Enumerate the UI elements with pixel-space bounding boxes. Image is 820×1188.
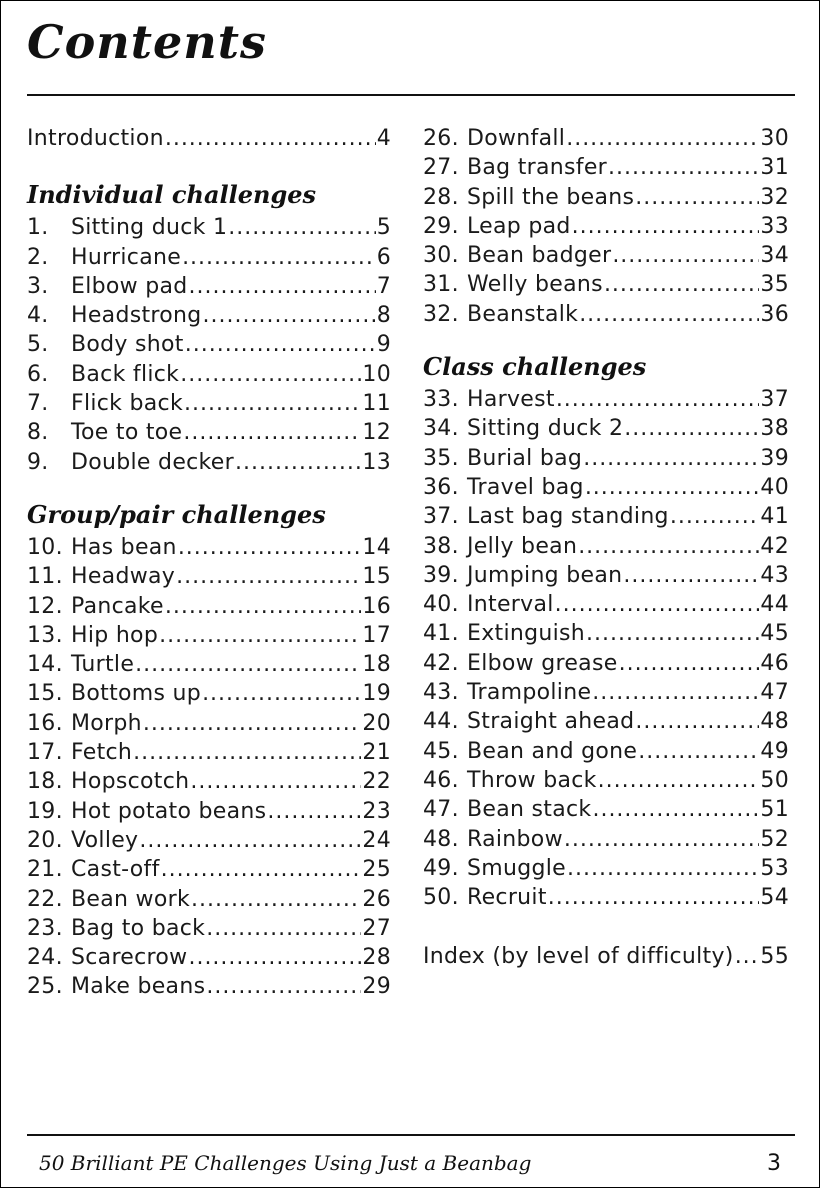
entry-number: 16. — [27, 710, 63, 736]
toc-entry[interactable] — [27, 243, 391, 272]
entry-page-number: 14 — [362, 534, 391, 560]
dot-leader — [143, 709, 361, 738]
dot-leader — [579, 300, 759, 329]
entry-label: Jelly bean — [467, 533, 578, 559]
entry-number: 39. — [423, 562, 459, 588]
toc-entry[interactable] — [27, 418, 391, 447]
entry-number: 28. — [423, 184, 459, 210]
dot-leader — [180, 360, 361, 389]
group-challenges-list-continued — [423, 124, 789, 329]
entry-number: 8. — [27, 420, 49, 446]
dot-leader — [188, 943, 361, 972]
entry-page-number: 20 — [362, 710, 391, 736]
entry-page-number: 24 — [362, 827, 391, 853]
entry-page-number: 25 — [362, 857, 391, 883]
entry-label: Pancake — [71, 593, 164, 619]
toc-entry[interactable] — [27, 330, 391, 359]
entry-page-number: 21 — [362, 740, 391, 766]
entry-page-number: 22 — [362, 769, 391, 795]
section-heading-individual: Individual challenges — [27, 180, 317, 210]
dot-leader — [182, 243, 376, 272]
entry-page-number: 32 — [760, 184, 789, 210]
entry-page-number: 26 — [362, 886, 391, 912]
entry-number: 30. — [423, 243, 459, 269]
dot-leader — [598, 766, 760, 795]
entry-number: 25. — [27, 974, 63, 1000]
entry-page-number: 13 — [362, 449, 391, 475]
entry-page-number: 48 — [760, 709, 789, 735]
entry-number: 3. — [27, 273, 49, 299]
entry-page-number: 30 — [760, 126, 789, 151]
entry-number: 29. — [423, 213, 459, 239]
toc-entry[interactable] — [27, 709, 391, 738]
toc-entry[interactable] — [27, 914, 391, 943]
entry-label: Scarecrow — [71, 945, 188, 971]
entry-page-number: 18 — [362, 652, 391, 678]
entry-page-number: 55 — [760, 944, 789, 970]
dot-leader — [583, 444, 759, 473]
toc-entry[interactable] — [27, 272, 391, 301]
toc-entry[interactable] — [27, 213, 391, 242]
toc-entry[interactable] — [27, 855, 391, 884]
toc-entry[interactable] — [423, 883, 789, 912]
class-challenges-list — [423, 385, 789, 912]
entry-number: 37. — [423, 504, 459, 530]
entry-label: Flick back — [71, 391, 183, 417]
entry-page-number: 40 — [760, 474, 789, 500]
toc-entry[interactable] — [423, 473, 789, 502]
dot-leader — [139, 826, 361, 855]
dot-leader — [592, 678, 759, 707]
toc-entry[interactable] — [423, 766, 789, 795]
entry-page-number: 27 — [362, 915, 391, 941]
entry-page-number: 4 — [376, 126, 391, 151]
dot-leader — [566, 124, 759, 153]
dot-leader — [184, 389, 361, 418]
entry-label: Elbow grease — [467, 650, 618, 676]
entry-number: 27. — [423, 155, 459, 181]
entry-label: Index (by level of difficulty) — [423, 944, 734, 970]
entry-label: Body shot — [71, 332, 184, 358]
entry-number: 4. — [27, 303, 49, 329]
entry-number: 9. — [27, 449, 49, 475]
entry-label: Cast-off — [71, 857, 160, 883]
entry-label: Last bag standing — [467, 504, 669, 530]
entry-page-number: 12 — [362, 420, 391, 446]
entry-number: 15. — [27, 681, 63, 707]
entry-page-number: 7 — [376, 273, 391, 299]
entry-label: Trampoline — [467, 680, 592, 706]
entry-label: Rainbow — [467, 826, 563, 852]
dot-leader — [638, 737, 759, 766]
entry-page-number: 10 — [362, 361, 391, 387]
toc-entry[interactable] — [423, 825, 789, 854]
dot-leader — [165, 592, 362, 621]
entry-page-number: 53 — [760, 855, 789, 881]
entry-number: 1. — [27, 215, 49, 241]
dot-leader — [185, 330, 376, 359]
toc-entry[interactable] — [423, 649, 789, 678]
entry-label: Bean work — [71, 886, 190, 912]
dot-leader — [564, 825, 760, 854]
dot-leader — [635, 183, 759, 212]
entry-page-number: 15 — [362, 564, 391, 590]
toc-entry[interactable] — [27, 943, 391, 972]
entry-label: Hopscotch — [71, 769, 190, 795]
dot-leader — [572, 212, 760, 241]
entry-page-number: 41 — [760, 504, 789, 530]
entry-label: Travel bag — [467, 474, 584, 500]
bottom-rule — [27, 1134, 795, 1136]
entry-number: 12. — [27, 593, 63, 619]
entry-page-number: 49 — [760, 738, 789, 764]
entry-label: Sitting duck 2 — [467, 416, 624, 442]
entry-number: 47. — [423, 797, 459, 823]
entry-number: 40. — [423, 592, 459, 618]
entry-number: 41. — [423, 621, 459, 647]
entry-page-number: 43 — [760, 562, 789, 588]
entry-page-number: 38 — [760, 416, 789, 442]
toc-entry[interactable] — [27, 592, 391, 621]
entry-label: Throw back — [467, 767, 597, 793]
toc-entry[interactable] — [27, 972, 391, 1001]
entry-page-number: 31 — [760, 155, 789, 181]
entry-page-number: 44 — [760, 592, 789, 618]
toc-entry[interactable] — [27, 650, 391, 679]
entry-label: Bag transfer — [467, 155, 608, 181]
entry-number: 26. — [423, 126, 459, 151]
entry-page-number: 11 — [362, 391, 391, 417]
entry-number: 19. — [27, 798, 63, 824]
dot-leader — [635, 707, 759, 736]
dot-leader — [604, 270, 759, 299]
dot-leader — [176, 562, 361, 591]
entry-page-number: 8 — [376, 303, 391, 329]
entry-label: Hip hop — [71, 622, 159, 648]
entry-label: Beanstalk — [467, 301, 579, 327]
entry-number: 24. — [27, 945, 63, 971]
entry-label: Harvest — [467, 387, 555, 413]
entry-number: 23. — [27, 915, 63, 941]
entry-number: 44. — [423, 709, 459, 735]
dot-leader — [183, 418, 361, 447]
group-challenges-list — [27, 533, 391, 1002]
entry-page-number: 46 — [760, 650, 789, 676]
entry-number: 50. — [423, 885, 459, 911]
entry-number: 49. — [423, 855, 459, 881]
dot-leader — [190, 767, 361, 796]
entry-label: Headway — [71, 564, 176, 590]
toc-entry[interactable] — [423, 270, 789, 299]
dot-leader — [585, 473, 760, 502]
dot-leader — [623, 561, 759, 590]
entry-label: Introduction — [27, 126, 164, 151]
dot-leader — [624, 414, 759, 443]
entry-label: Toe to toe — [71, 420, 183, 446]
entry-page-number: 6 — [376, 244, 391, 270]
entry-number: 43. — [423, 680, 459, 706]
toc-entry[interactable] — [27, 679, 391, 708]
dot-leader — [161, 855, 362, 884]
dot-leader — [202, 679, 361, 708]
entry-page-number: 19 — [362, 681, 391, 707]
entry-number: 5. — [27, 332, 49, 358]
entry-label: Interval — [467, 592, 554, 618]
toc-entry[interactable] — [27, 797, 391, 826]
dot-leader — [578, 532, 759, 561]
individual-challenges-list — [27, 213, 391, 477]
toc-entry[interactable] — [423, 183, 789, 212]
entry-number: 34. — [423, 416, 459, 442]
entry-label: Smuggle — [467, 855, 567, 881]
entry-number: 11. — [27, 564, 63, 590]
entry-label: Extinguish — [467, 621, 586, 647]
top-rule — [27, 94, 795, 96]
dot-leader — [619, 649, 760, 678]
entry-label: Jumping bean — [467, 562, 623, 588]
entry-page-number: 52 — [760, 826, 789, 852]
toc-entry[interactable] — [27, 621, 391, 650]
entry-number: 48. — [423, 826, 459, 852]
dot-leader — [567, 854, 759, 883]
entry-page-number: 23 — [362, 798, 391, 824]
dot-leader — [235, 448, 361, 477]
entry-number: 10. — [27, 534, 63, 560]
entry-label: Volley — [71, 827, 139, 853]
dot-leader — [206, 972, 361, 1001]
entry-label: Fetch — [71, 740, 133, 766]
entry-label: Downfall — [467, 126, 566, 151]
toc-entry[interactable] — [27, 826, 391, 855]
entry-page-number: 47 — [760, 680, 789, 706]
dot-leader — [203, 301, 376, 330]
toc-entry[interactable] — [423, 619, 789, 648]
entry-number: 33. — [423, 387, 459, 413]
dot-leader — [228, 213, 375, 242]
toc-entry[interactable] — [423, 795, 789, 824]
dot-leader — [735, 942, 760, 971]
toc-entry[interactable] — [423, 532, 789, 561]
dot-leader — [556, 385, 760, 414]
entry-number: 36. — [423, 474, 459, 500]
entry-page-number: 36 — [760, 301, 789, 327]
toc-entry[interactable] — [423, 241, 789, 270]
dot-leader — [267, 797, 361, 826]
toc-entry[interactable] — [423, 444, 789, 473]
entry-label: Turtle — [71, 652, 135, 678]
toc-entry[interactable] — [423, 414, 789, 443]
toc-entry[interactable] — [423, 502, 789, 531]
entry-number: 42. — [423, 650, 459, 676]
entry-number: 7. — [27, 391, 49, 417]
entry-label: Double decker — [71, 449, 234, 475]
dot-leader — [191, 885, 361, 914]
entry-label: Bean stack — [467, 797, 592, 823]
toc-entry[interactable] — [27, 360, 391, 389]
section-heading-group: Group/pair challenges — [27, 499, 326, 529]
entry-label: Bean and gone — [467, 738, 638, 764]
entry-label: Hurricane — [71, 244, 182, 270]
entry-label: Back flick — [71, 361, 180, 387]
toc-entry-introduction[interactable] — [27, 124, 391, 153]
toc-entry[interactable] — [423, 385, 789, 414]
entry-page-number: 29 — [362, 974, 391, 1000]
toc-entry[interactable] — [27, 533, 391, 562]
entry-number: 20. — [27, 827, 63, 853]
toc-entry[interactable] — [423, 854, 789, 883]
entry-number: 13. — [27, 622, 63, 648]
dot-leader — [159, 621, 361, 650]
dot-leader — [592, 795, 759, 824]
entry-label: Leap pad — [467, 213, 571, 239]
entry-page-number: 37 — [760, 387, 789, 413]
entry-number: 17. — [27, 740, 63, 766]
entry-label: Headstrong — [71, 303, 202, 329]
toc-entry[interactable] — [27, 738, 391, 767]
dot-leader — [135, 650, 361, 679]
entry-number: 22. — [27, 886, 63, 912]
toc-entry[interactable] — [423, 561, 789, 590]
entry-page-number: 33 — [760, 213, 789, 239]
right-column — [423, 124, 789, 972]
toc-entry[interactable] — [27, 389, 391, 418]
dot-leader — [608, 153, 759, 182]
entry-label: Straight ahead — [467, 709, 635, 735]
entry-number: 18. — [27, 769, 63, 795]
entry-label: Bean badger — [467, 243, 612, 269]
entry-page-number: 35 — [760, 272, 789, 298]
toc-entry[interactable] — [423, 212, 789, 241]
entry-page-number: 34 — [760, 243, 789, 269]
entry-number: 21. — [27, 857, 63, 883]
entry-page-number: 45 — [760, 621, 789, 647]
entry-label: Sitting duck 1 — [71, 215, 228, 241]
entry-page-number: 50 — [760, 767, 789, 793]
entry-label: Bottoms up — [71, 681, 202, 707]
entry-label: Morph — [71, 710, 142, 736]
entry-page-number: 54 — [760, 885, 789, 911]
dot-leader — [206, 914, 361, 943]
entry-page-number: 42 — [760, 533, 789, 559]
toc-entry[interactable] — [423, 124, 789, 153]
toc-entry[interactable] — [27, 885, 391, 914]
dot-leader — [586, 619, 759, 648]
page-title: Contents — [27, 15, 267, 69]
toc-entry[interactable] — [423, 737, 789, 766]
entry-page-number: 9 — [376, 332, 391, 358]
toc-entry[interactable] — [27, 301, 391, 330]
entry-label: Bag to back — [71, 915, 206, 941]
toc-entry[interactable] — [423, 300, 789, 329]
toc-entry[interactable] — [423, 678, 789, 707]
entry-page-number: 17 — [362, 622, 391, 648]
entry-number: 46. — [423, 767, 459, 793]
entry-number: 32. — [423, 301, 459, 327]
toc-entry[interactable] — [27, 767, 391, 796]
entry-label: Has bean — [71, 534, 177, 560]
dot-leader — [612, 241, 759, 270]
spacer — [423, 912, 789, 942]
entry-label: Recruit — [467, 885, 547, 911]
entry-label: Elbow pad — [71, 273, 188, 299]
dot-leader — [178, 533, 362, 562]
toc-entry[interactable] — [423, 153, 789, 182]
toc-entry-index[interactable] — [423, 942, 789, 971]
dot-leader — [189, 272, 376, 301]
dot-leader — [555, 590, 760, 619]
entry-number: 45. — [423, 738, 459, 764]
entry-page-number: 5 — [376, 215, 391, 241]
dot-leader — [670, 502, 760, 531]
entry-label: Hot potato beans — [71, 798, 267, 824]
toc-entry[interactable] — [27, 562, 391, 591]
entry-label: Spill the beans — [467, 184, 635, 210]
entry-number: 6. — [27, 361, 49, 387]
section-heading-class: Class challenges — [423, 352, 647, 382]
entry-label: Burial bag — [467, 445, 583, 471]
entry-number: 38. — [423, 533, 459, 559]
footer-book-title: 50 Brilliant PE Challenges Using Just a Beanbag — [39, 1151, 532, 1175]
dot-leader — [133, 738, 361, 767]
dot-leader — [548, 883, 760, 912]
entry-number: 35. — [423, 445, 459, 471]
toc-entry[interactable] — [423, 590, 789, 619]
toc-entry[interactable] — [27, 448, 391, 477]
left-column — [27, 124, 391, 1002]
entry-page-number: 28 — [362, 945, 391, 971]
entry-page-number: 39 — [760, 445, 789, 471]
entry-page-number: 51 — [760, 797, 789, 823]
entry-page-number: 16 — [362, 593, 391, 619]
toc-entry[interactable] — [423, 707, 789, 736]
entry-number: 31. — [423, 272, 459, 298]
entry-label: Make beans — [71, 974, 206, 1000]
entry-label: Welly beans — [467, 272, 603, 298]
entry-number: 2. — [27, 244, 49, 270]
entry-number: 14. — [27, 652, 63, 678]
footer-page-number: 3 — [767, 1151, 781, 1176]
dot-leader — [165, 124, 376, 153]
